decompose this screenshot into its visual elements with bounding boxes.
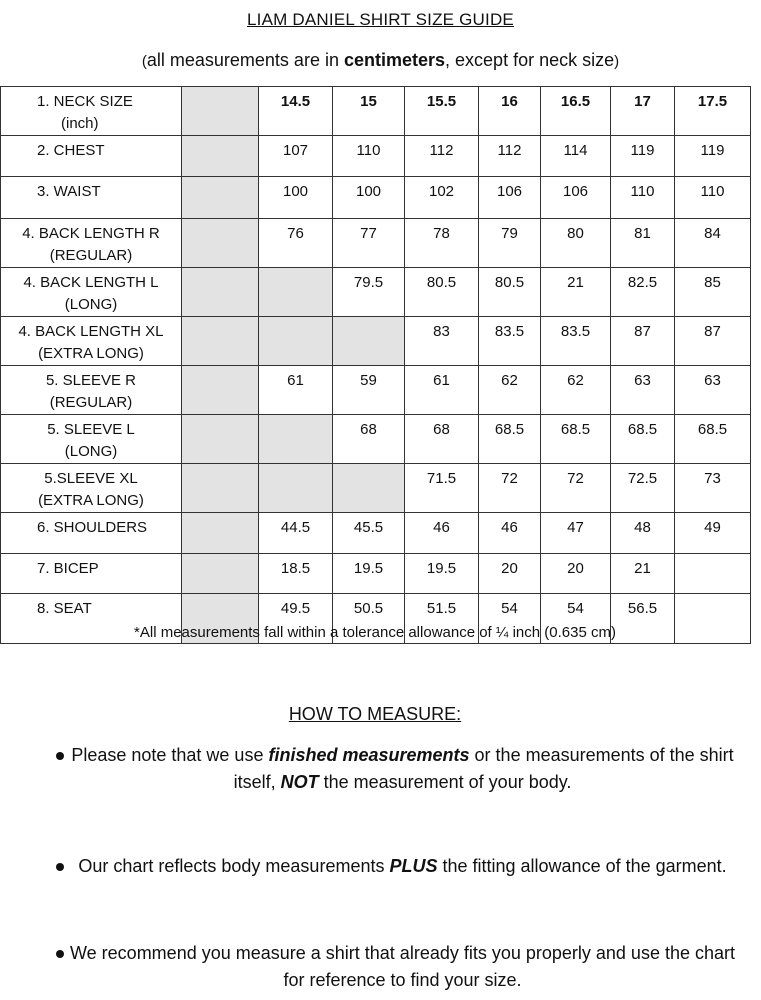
table-cell xyxy=(182,136,259,177)
row-label-line: (EXTRA LONG) xyxy=(38,492,144,509)
table-cell: 82.5 xyxy=(611,268,675,317)
subtitle-close: ) xyxy=(614,53,620,70)
table-cell: 21 xyxy=(611,554,675,594)
row-label-line: 8. SEAT xyxy=(37,600,92,617)
table-cell: 83 xyxy=(405,317,479,366)
row-label-line: 6. SHOULDERS xyxy=(37,519,148,536)
table-row xyxy=(1,219,751,268)
table-cell: 16.5 xyxy=(541,87,611,136)
table-cell: 110 xyxy=(333,136,405,177)
table-cell: 72 xyxy=(479,464,541,513)
table-cell: 48 xyxy=(611,513,675,554)
row-label-line: 4. BACK LENGTH XL xyxy=(18,323,164,340)
table-cell: 18.5 xyxy=(259,554,333,594)
row-label xyxy=(1,513,182,554)
table-cell: 110 xyxy=(611,177,675,219)
row-label-line: (LONG) xyxy=(64,443,118,460)
table-cell xyxy=(259,268,333,317)
table-cell: 78 xyxy=(405,219,479,268)
table-cell: 14.5 xyxy=(259,87,333,136)
bullet-text-part: the fitting allowance of the garment. xyxy=(437,856,727,876)
table-cell: 63 xyxy=(611,366,675,415)
size-table-body xyxy=(1,87,751,644)
bullet-text-part: the measurement of your body. xyxy=(318,772,572,792)
table-cell: 83.5 xyxy=(479,317,541,366)
table-cell: 15 xyxy=(333,87,405,136)
row-label xyxy=(1,177,182,219)
table-cell: 19.5 xyxy=(333,554,405,594)
table-cell xyxy=(182,513,259,554)
bullet-dot-icon xyxy=(56,950,64,958)
table-cell xyxy=(259,317,333,366)
bullet-text-part: or the measurements of the shirt itself, xyxy=(233,745,734,792)
table-cell xyxy=(259,464,333,513)
row-label-line: 3. WAIST xyxy=(37,183,101,200)
table-cell xyxy=(182,87,259,136)
table-cell: 79 xyxy=(479,219,541,268)
table-cell: 77 xyxy=(333,219,405,268)
bullet-text-part: Our chart reflects body measurements xyxy=(78,856,390,876)
table-cell: 47 xyxy=(541,513,611,554)
table-cell: 76 xyxy=(259,219,333,268)
table-cell: 45.5 xyxy=(333,513,405,554)
row-label-line: (EXTRA LONG) xyxy=(38,345,144,362)
table-cell: 16 xyxy=(479,87,541,136)
table-cell xyxy=(675,554,751,594)
table-row xyxy=(1,554,751,594)
table-cell: 112 xyxy=(405,136,479,177)
bullet-dot-icon xyxy=(56,863,64,871)
table-cell: 119 xyxy=(611,136,675,177)
table-cell: 114 xyxy=(541,136,611,177)
table-cell: 72 xyxy=(541,464,611,513)
row-label xyxy=(1,317,182,366)
row-label-line: 7. BICEP xyxy=(37,560,99,577)
row-label-line: 5.SLEEVE XL xyxy=(44,470,138,487)
table-cell: 46 xyxy=(405,513,479,554)
table-cell: 100 xyxy=(333,177,405,219)
table-cell: 44.5 xyxy=(259,513,333,554)
table-cell: 59 xyxy=(333,366,405,415)
table-cell: 17.5 xyxy=(675,87,751,136)
emphasis-text: PLUS xyxy=(389,856,438,876)
table-cell: 20 xyxy=(541,554,611,594)
table-cell: 61 xyxy=(405,366,479,415)
table-cell xyxy=(182,366,259,415)
table-row xyxy=(1,87,751,136)
table-cell: 68.5 xyxy=(541,415,611,464)
table-cell: 56.5 xyxy=(611,594,675,644)
table-cell: 62 xyxy=(541,366,611,415)
table-cell: 100 xyxy=(259,177,333,219)
table-cell: 15.5 xyxy=(405,87,479,136)
table-cell: 50.5 xyxy=(333,594,405,644)
table-cell xyxy=(259,415,333,464)
subtitle-pre: all measurements are in xyxy=(146,50,344,70)
table-cell: 49.5 xyxy=(259,594,333,644)
bullet-text xyxy=(71,745,733,792)
bullet-dot-icon xyxy=(56,752,64,760)
table-cell: 84 xyxy=(675,219,751,268)
table-cell: 83.5 xyxy=(541,317,611,366)
row-label-line: 5. SLEEVE R xyxy=(45,372,137,389)
table-cell: 81 xyxy=(611,219,675,268)
table-cell: 68 xyxy=(333,415,405,464)
row-label-line: 1. NECK SIZE xyxy=(37,93,133,110)
table-cell: 68.5 xyxy=(675,415,751,464)
row-label-line: 5. SLEEVE L xyxy=(47,421,135,438)
table-row xyxy=(1,513,751,554)
subtitle-post: , except for neck size xyxy=(445,50,615,70)
table-row xyxy=(1,136,751,177)
table-cell: 68.5 xyxy=(611,415,675,464)
table-row xyxy=(1,366,751,415)
table-cell: 106 xyxy=(541,177,611,219)
table-cell: 17 xyxy=(611,87,675,136)
page-title: LIAM DANIEL SHIRT SIZE GUIDE xyxy=(247,10,514,29)
table-row xyxy=(1,464,751,513)
table-cell: 68.5 xyxy=(479,415,541,464)
emphasis-text: NOT xyxy=(280,772,319,792)
table-cell: 80 xyxy=(541,219,611,268)
bullet-text xyxy=(78,856,726,876)
table-cell: 79.5 xyxy=(333,268,405,317)
table-cell: 20 xyxy=(479,554,541,594)
row-label xyxy=(1,415,182,464)
row-label-line: (REGULAR) xyxy=(49,247,133,264)
table-cell xyxy=(182,219,259,268)
row-label xyxy=(1,464,182,513)
table-cell xyxy=(182,554,259,594)
table-row xyxy=(1,177,751,219)
table-cell xyxy=(182,415,259,464)
table-cell: 21 xyxy=(541,268,611,317)
table-row xyxy=(1,317,751,366)
table-cell: 49 xyxy=(675,513,751,554)
row-label-line: (inch) xyxy=(61,115,99,132)
subtitle-bold: centimeters xyxy=(343,50,446,70)
table-cell: 51.5 xyxy=(405,594,479,644)
instruction-bullet-1 xyxy=(70,742,735,796)
bullet-text xyxy=(70,943,735,990)
row-label-line: (LONG) xyxy=(64,296,118,313)
units-note xyxy=(0,50,761,71)
size-table xyxy=(0,86,751,644)
table-cell: 72.5 xyxy=(611,464,675,513)
row-label xyxy=(1,219,182,268)
row-label xyxy=(1,136,182,177)
table-cell: 87 xyxy=(675,317,751,366)
table-cell: 80.5 xyxy=(405,268,479,317)
table-cell xyxy=(182,464,259,513)
table-cell: 19.5 xyxy=(405,554,479,594)
table-cell: 80.5 xyxy=(479,268,541,317)
table-cell: 46 xyxy=(479,513,541,554)
subtitle-open: ( xyxy=(141,53,147,70)
row-label xyxy=(1,268,182,317)
table-cell: 71.5 xyxy=(405,464,479,513)
row-label xyxy=(1,554,182,594)
table-cell: 85 xyxy=(675,268,751,317)
table-cell: 68 xyxy=(405,415,479,464)
table-cell: 54 xyxy=(541,594,611,644)
table-cell: 112 xyxy=(479,136,541,177)
row-label xyxy=(1,366,182,415)
row-label xyxy=(1,87,182,136)
table-row xyxy=(1,415,751,464)
table-cell: 106 xyxy=(479,177,541,219)
row-label-line: 4. BACK LENGTH L xyxy=(23,274,159,291)
table-cell: 63 xyxy=(675,366,751,415)
table-cell: 87 xyxy=(611,317,675,366)
table-cell: 62 xyxy=(479,366,541,415)
table-cell xyxy=(333,317,405,366)
instruction-bullet-2 xyxy=(70,853,735,880)
bullet-text-part: We recommend you measure a shirt that already fits you properly and use the chart for reference to find your size. xyxy=(70,943,735,990)
how-to-measure-heading: HOW TO MEASURE: xyxy=(288,704,462,724)
table-cell: 61 xyxy=(259,366,333,415)
row-label-line: (REGULAR) xyxy=(49,394,133,411)
table-cell: 110 xyxy=(675,177,751,219)
table-row xyxy=(1,268,751,317)
row-label-line: 2. CHEST xyxy=(37,142,105,159)
table-cell: 54 xyxy=(479,594,541,644)
table-cell: 107 xyxy=(259,136,333,177)
bullet-text-part: Please note that we use xyxy=(71,745,269,765)
table-cell: 102 xyxy=(405,177,479,219)
table-cell xyxy=(182,268,259,317)
instruction-bullet-3 xyxy=(70,940,735,994)
tolerance-note: *All measurements fall within a tolerance allowance of ¼ inch (0.635 cm) xyxy=(134,624,616,641)
table-cell xyxy=(182,177,259,219)
row-label-line: 4. BACK LENGTH R xyxy=(22,225,160,242)
table-cell xyxy=(333,464,405,513)
table-cell: 119 xyxy=(675,136,751,177)
table-cell xyxy=(182,317,259,366)
table-cell: 73 xyxy=(675,464,751,513)
emphasis-text: finished measurements xyxy=(268,745,470,765)
